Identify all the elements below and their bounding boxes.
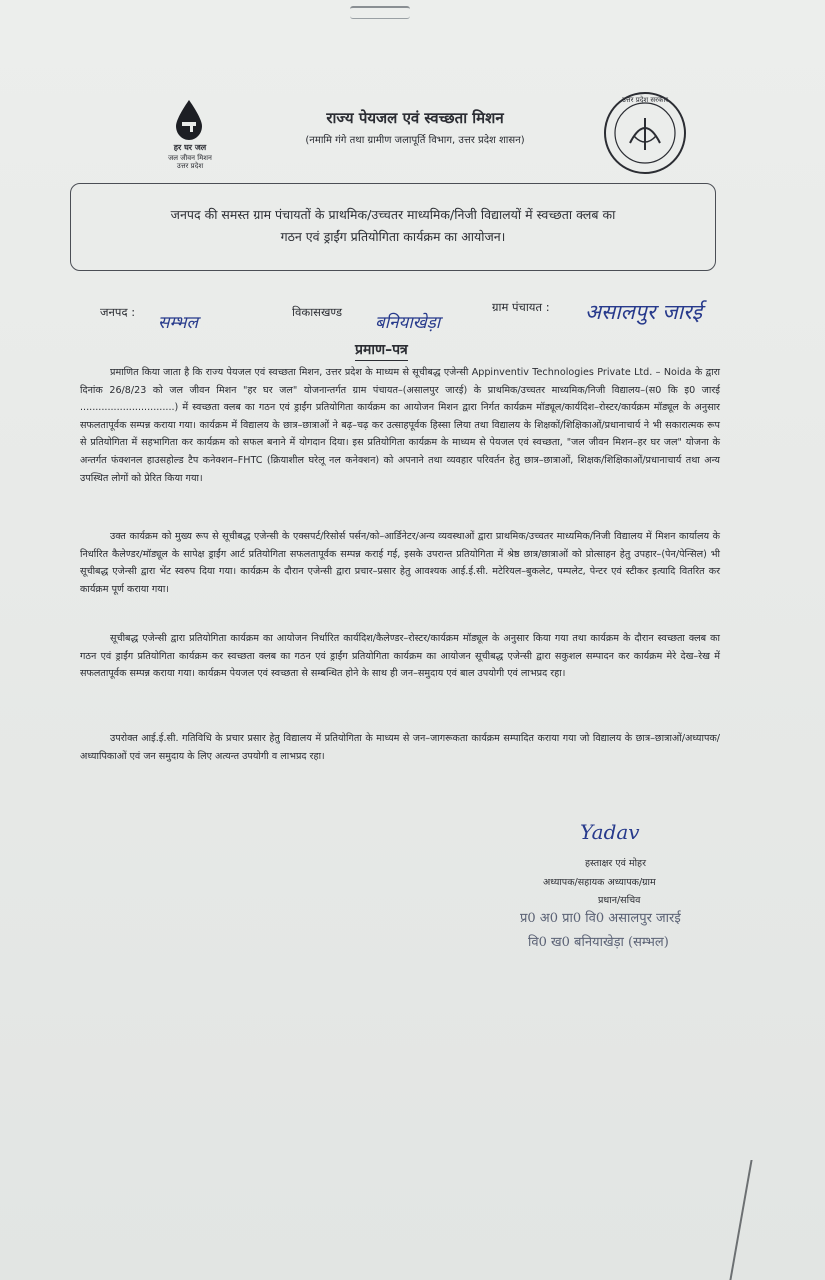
certificate-title: प्रमाण–पत्र — [355, 340, 408, 361]
vikaskhand-label: विकासखण्ड — [292, 305, 342, 319]
jal-jeevan-mission-logo — [160, 100, 220, 180]
body-paragraph-3: सूचीबद्ध एजेन्सी द्वारा प्रतियोगिता कार्यक्रम का आयोजन निर्धारित कार्यदिश/कैलेण्डर–रोस्टर/कार्यक्रम मॉड्यूल के अनुसार किया गया तथा कार्यक्रम के दौरान स्वच्छता क्लब का गठन एवं ड्राईंग प्रतियोगिता कार्यक्रम कर स्वच्छता क्लब का गठन एवं ड्राईंग प्रतियोगिता कार्यक्रम का आयोजन सूचीबद्ध एजेन्सी द्वारा सकुशल सम्पादन कर कार्यक्रम मेरे देख–रेख में सफलतापूर्वक सम्पन्न कराया गया। कार्यक्रम पेयजल एवं स्वच्छता से सम्बन्धित होने के साथ ही जन–समुदाय एवं बाल उपयोगी एवं लाभप्रद रहा। — [80, 633, 720, 680]
vikaskhand-value: बनियाखेड़ा — [375, 313, 441, 333]
body-paragraph-1: प्रमाणित किया जाता है कि राज्य पेयजल एवं स्वच्छता मिशन, उत्तर प्रदेश के माध्यम से सूचीबद्ध एजेन्सी Appinventiv Technologies Private Ltd. – Noida के द्वारा दिनांक 26/8/23 को जल जीवन मिशन "हर घर जल" योजनान्तर्गत ग्राम पंचायत–(असालपुर जारई) के प्राथमिक/उच्चतर माध्यमिक/निजी विद्यालय–(स0 कि इ0 जारई ...............................) में स्वच्छता क्लब का गठन एवं ड्राईंग प्रतियोगिता कार्यक्रम का आयोजन मिशन द्वारा निर्गत कार्यक्रम मॉड्यूल/कार्यदिश–रोस्टर/कार्यक्रम मॉड्यूल के अनुसार सफलतापूर्वक सम्पन्न कराया गया। कार्यक्रम में विद्यालय के छात्र–छात्राओं ने बढ़–चढ़ कर उत्साहपूर्वक हिस्सा लिया तथा विद्यालय के शिक्षकों/शिक्षिकाओं/प्रधानाचार्य ने भी सकारात्मक रूप से प्रतियोगिता में सहभागिता कर कार्यक्रम को सफल बनाने में योगदान दिया। इस प्रतियोगिता कार्यक्रम के माध्यम से पेयजल एवं स्वच्छता, "जल जीवन मिशन–हर घर जल" योजना के अन्तर्गत फंक्शनल हाउसहोल्ड टैप कनेक्शन–FHTC (क्रियाशील घरेलू नल कनेक्शन) को अपनाने तथा व्यवहार परिवर्तन हेतु छात्र–छात्राओं, शिक्षक/शिक्षिकाओं/प्रधानाचार्य तथा अन्य उपस्थित लोगों को प्रेरित किया गया। — [80, 367, 720, 484]
stamp-line-1: प्र0 अ0 प्रा0 वि0 असालपुर जारई — [520, 911, 681, 926]
gram-panchayat-label: ग्राम पंचायत : — [492, 300, 550, 314]
logo-line-3: उत्तर प्रदेश — [176, 162, 204, 170]
signature-label: हस्ताक्षर एवं मोहर — [585, 858, 646, 869]
header-title: राज्य पेयजल एवं स्वच्छता मिशन — [326, 109, 504, 127]
subject-line-2: गठन एवं ड्राईंग प्रतियोगिता कार्यक्रम का आयोजन। — [280, 229, 506, 244]
up-government-emblem-icon — [600, 88, 690, 178]
subject-box — [70, 183, 716, 271]
emblem-text: उत्तर प्रदेश सरकार — [621, 96, 669, 104]
body-paragraph-2: उक्त कार्यक्रम को मुख्य रूप से सूचीबद्ध एजेन्सी के एक्सपर्ट/रिसोर्स पर्सन/को–आर्डिनेटर/अन्य व्यवस्थाओं द्वारा प्राथमिक/उच्चतर माध्यमिक/निजी विद्यालय में मिशन कार्यालय के निर्धारित कैलेण्डर/मॉड्यूल के सापेक्ष ड्राईंग आर्ट प्रतियोगिता सफलतापूर्वक सम्पन्न कराई गई, इसके उपरान्त प्रतियोगिता में श्रेष्ठ छात्र/छात्राओं को प्रोत्साहन हेतु उपहार–(पेन/पेन्सिल) भी सूचीबद्ध एजेन्सी द्वारा भेंट स्वरुप दिया गया। कार्यक्रम के दौरान एजेन्सी द्वारा प्रचार–प्रसार हेतु आवश्यक आई.ई.सी. मटेरियल–बुकलेट, पम्पलेट, पेन्टर एवं स्टीकर इत्यादि वितरित कर कार्यक्रम पूर्ण कराया गया। — [80, 531, 720, 595]
signature: Yadav — [580, 820, 640, 844]
water-drop-icon — [174, 100, 204, 140]
stamp-line-2: वि0 ख0 बनियाखेड़ा (सम्भल) — [528, 935, 669, 950]
janpad-value: सम्भल — [158, 313, 199, 333]
logo-line-2: जल जीवन मिशन — [168, 154, 212, 162]
staple-mark — [350, 6, 410, 19]
subject-line-1: जनपद की समस्त ग्राम पंचायतों के प्राथमिक/उच्चतर माध्यमिक/निजी विद्यालयों में स्वच्छता क्लब का — [170, 207, 616, 222]
logo-line-1: हर घर जल — [173, 143, 207, 152]
page-fold-line — [729, 1160, 792, 1280]
designation-line-2: प्रधान/सचिव — [598, 895, 641, 906]
header-subtitle: (नमामि गंगे तथा ग्रामीण जलापूर्ति विभाग, उत्तर प्रदेश शासन) — [305, 135, 525, 146]
janpad-label: जनपद : — [100, 305, 136, 319]
designation-line-1: अध्यापक/सहायक अध्यापक/ग्राम — [543, 877, 656, 888]
gram-panchayat-value: असालपुर जारई — [585, 300, 703, 324]
body-paragraph-4: उपरोक्त आई.ई.सी. गतिविधि के प्रचार प्रसार हेतु विद्यालय में प्रतियोगिता के माध्यम से जन–जागरूकता कार्यक्रम सम्पादित कराया गया जो विद्यालय के छात्र–छात्राओं/अध्यापक/अध्यापिकाओं एवं जन समुदाय के लिए अत्यन्त उपयोगी व लाभप्रद रहा। — [80, 733, 720, 762]
